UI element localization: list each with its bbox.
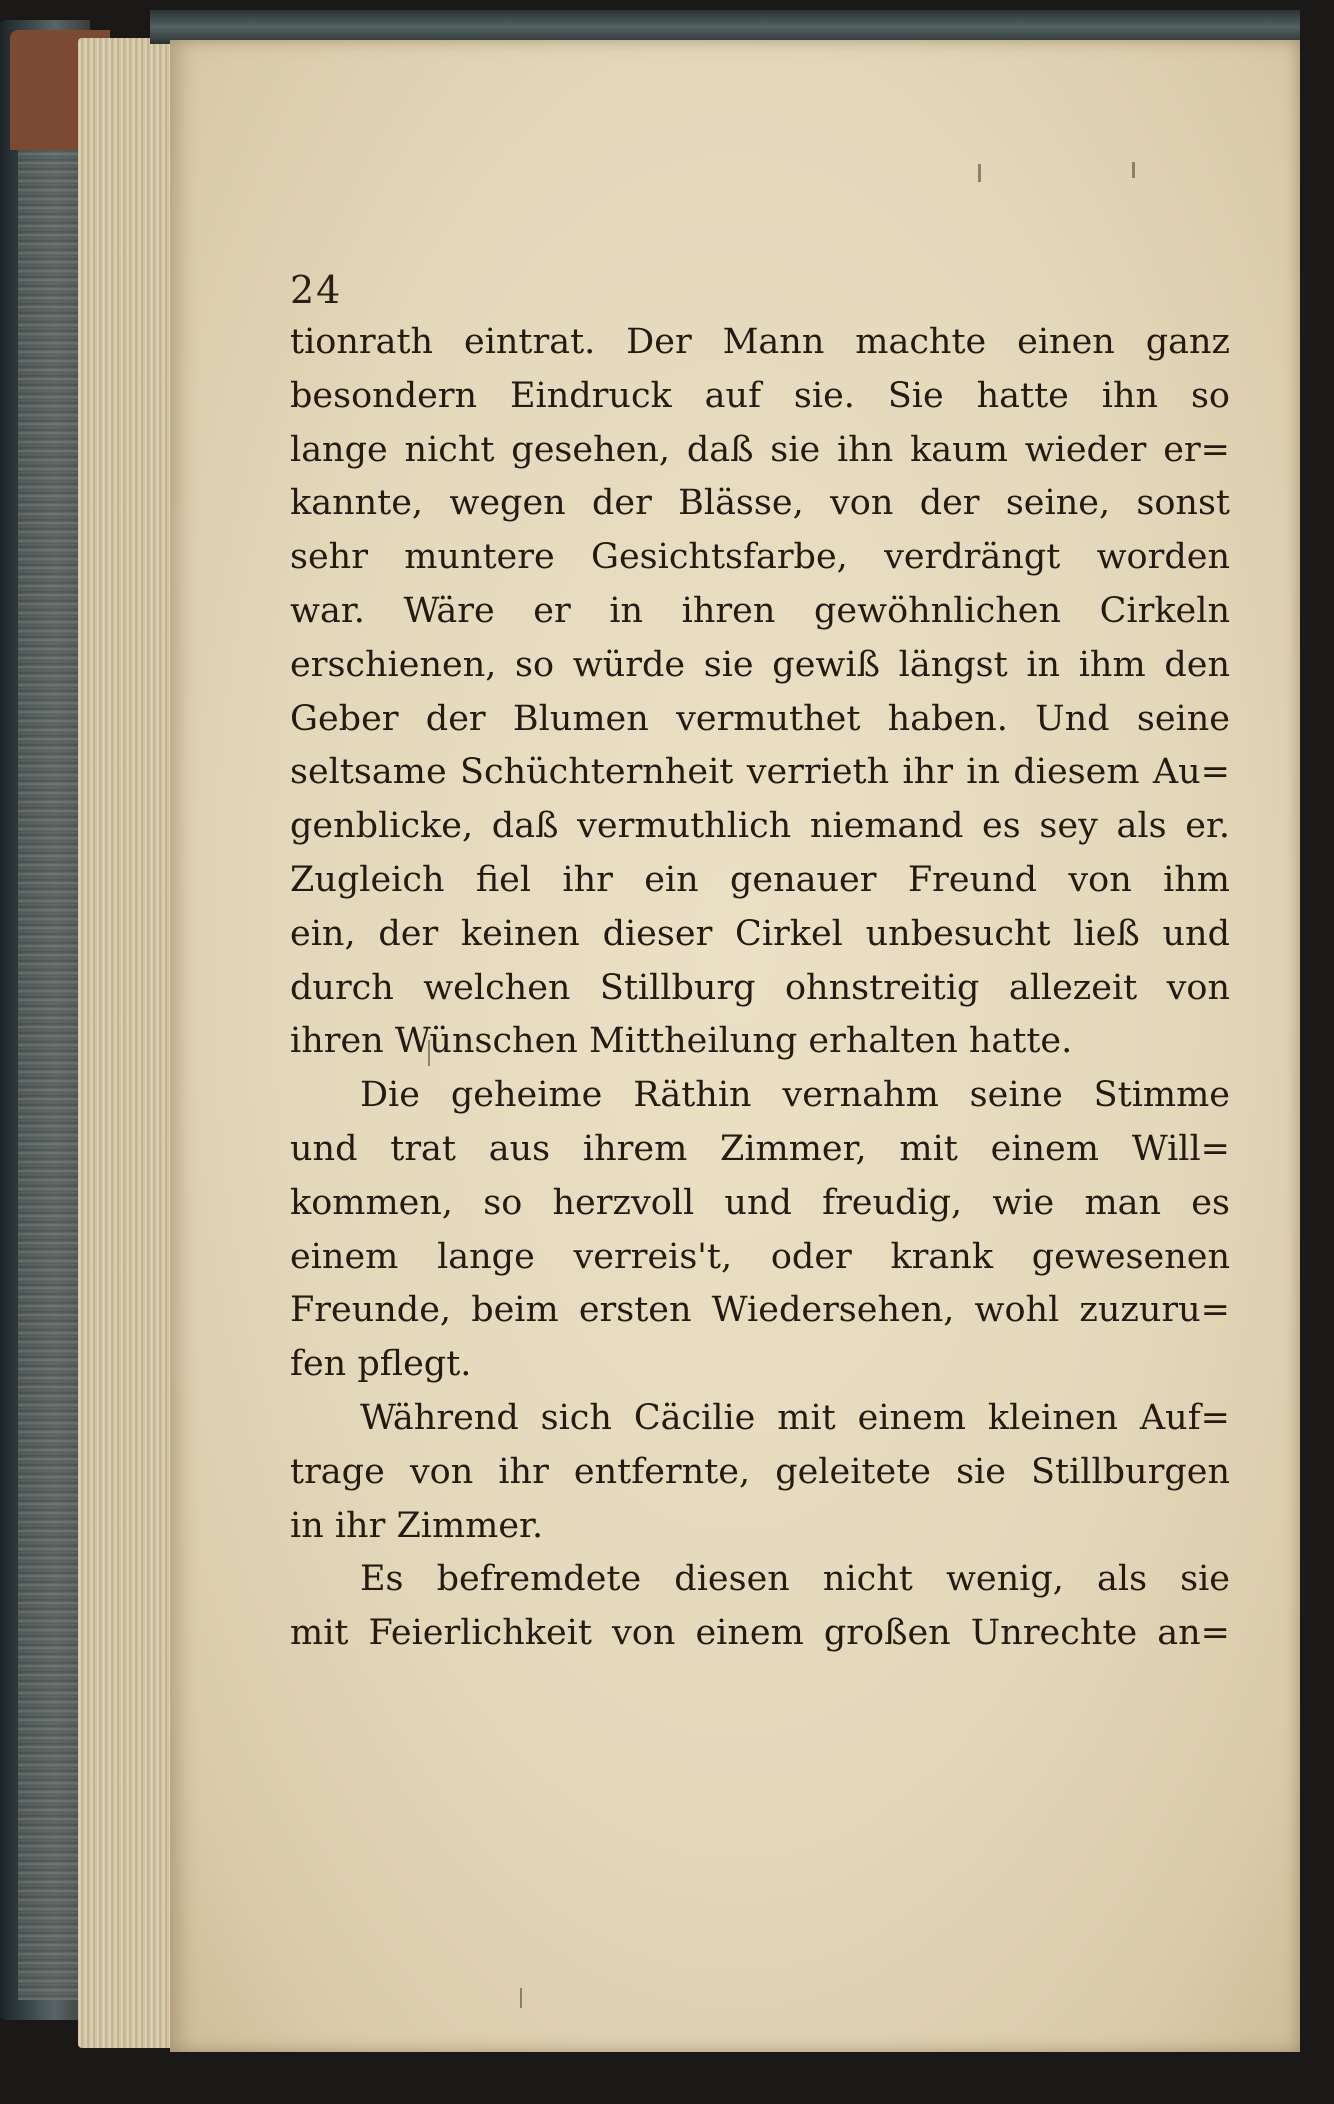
text-line: und trat aus ihrem Zimmer, mit einem Will= (290, 1128, 1230, 1169)
ink-speck (978, 164, 981, 182)
text-line: ein, der keinen dieser Cirkel unbesucht ließ und (290, 913, 1230, 954)
binding-strip (150, 10, 1300, 44)
text-line: Geber der Blumen vermuthet haben. Und seine (290, 698, 1230, 739)
text-line: mit Feierlichkeit von einem großen Unrechte an= (290, 1613, 1230, 1654)
text-line: tionrath eintrat. Der Mann machte einen ganz (290, 322, 1230, 362)
text-line: sehr muntere Gesichtsfarbe, verdrängt worden (290, 537, 1230, 578)
text-line: erschienen, so würde sie gewiß längst in ihm den (290, 644, 1230, 685)
text-line: in ihr Zimmer. (290, 1505, 544, 1546)
text-line: besondern Eindruck auf sie. Sie hatte ihn so (290, 375, 1230, 416)
text-line: seltsame Schüchternheit verrieth ihr in diesem Au= (290, 752, 1230, 793)
text-line: ihren Wünschen Mittheilung erhalten hatte. (290, 1021, 1073, 1062)
text-line: einem lange verreis't, oder krank gewesenen (290, 1236, 1230, 1277)
ink-speck (1132, 162, 1135, 178)
text-line: Freunde, beim ersten Wiedersehen, wohl zuzuru= (290, 1290, 1230, 1331)
text-line: genblicke, daß vermuthlich niemand es sey als er. (290, 806, 1230, 847)
text-line: kannte, wegen der Blässe, von der seine, sonst (290, 483, 1230, 524)
text-line: Es befremdete diesen nicht wenig, als sie (360, 1559, 1230, 1600)
text-line: Zugleich fiel ihr ein genauer Freund von ihm (290, 859, 1230, 900)
text-line: kommen, so herzvoll und freudig, wie man es (290, 1182, 1230, 1223)
page-number: 24 (290, 268, 343, 312)
page-text (290, 316, 1230, 1661)
text-line: fen pflegt. (290, 1344, 472, 1385)
text-line: Die geheime Räthin vernahm seine Stimme (360, 1075, 1230, 1116)
text-line: durch welchen Stillburg ohnstreitig allezeit von (290, 967, 1230, 1008)
text-line: Während sich Cäcilie mit einem kleinen Auf= (360, 1397, 1230, 1438)
ink-speck (520, 1988, 522, 2008)
text-line: war. Wäre er in ihren gewöhnlichen Cirkeln (290, 590, 1230, 631)
text-line: lange nicht gesehen, daß sie ihn kaum wieder er= (290, 429, 1230, 470)
text-line: trage von ihr entfernte, geleitete sie Stillburgen (290, 1451, 1230, 1492)
